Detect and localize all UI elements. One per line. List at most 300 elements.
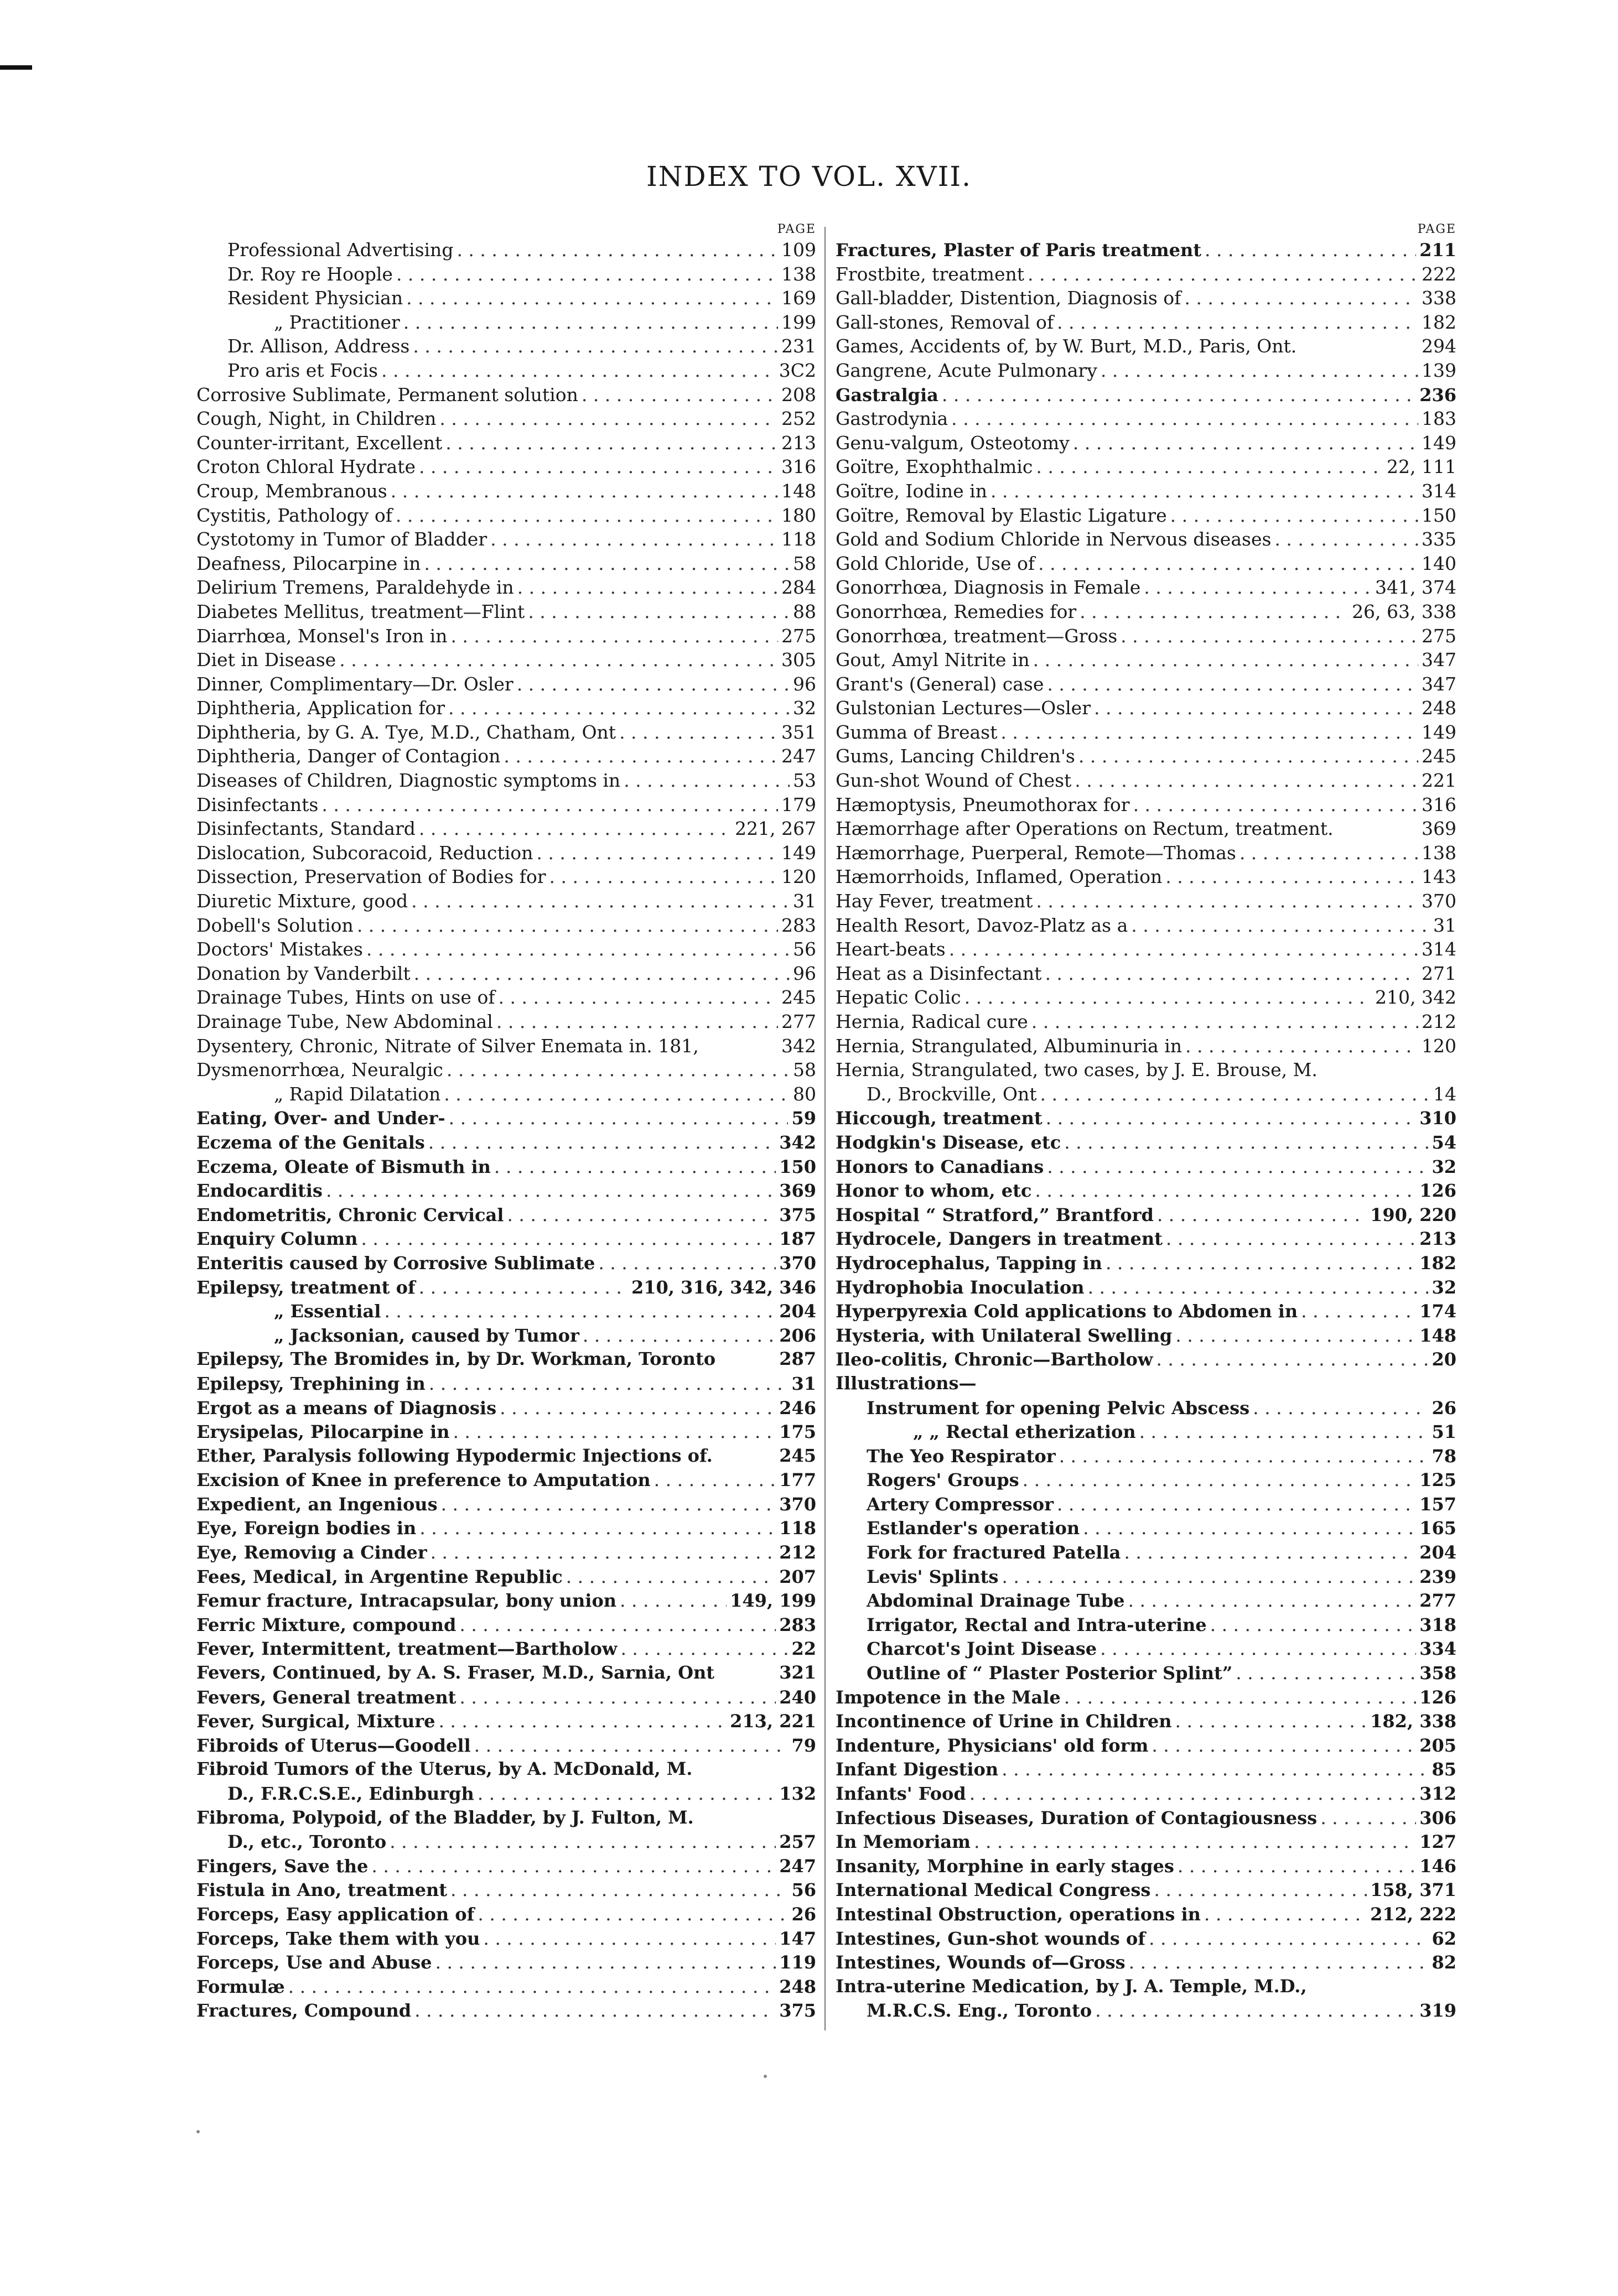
index-entry-page: 165 (1419, 1518, 1456, 1539)
index-entry-page: 275 (781, 625, 816, 647)
index-entry-title: Fever, Surgical, Mixture (196, 1711, 435, 1732)
index-entry (196, 431, 816, 455)
index-entry-page: 174 (1419, 1301, 1456, 1322)
index-entry-page: 316 (781, 456, 816, 478)
index-entry (196, 937, 816, 962)
index-entry-title: Fractures, Plaster of Paris treatment (836, 240, 1202, 261)
index-entry (196, 552, 816, 576)
index-entry (836, 1010, 1456, 1034)
index-entry-page: 150 (1422, 504, 1456, 526)
index-entry-title: Drainage Tube, New Abdominal (196, 1011, 493, 1032)
index-entry-page: 222 (1422, 263, 1456, 285)
index-entry-title: „ Rapid Dilatation (274, 1083, 441, 1105)
dot-leader (1000, 720, 1418, 745)
index-entry-title: Pro aris et Focis (227, 359, 378, 381)
dot-leader (598, 1251, 776, 1275)
index-entry (836, 1998, 1456, 2023)
index-entry-page: 210, 342 (1375, 986, 1456, 1009)
dot-leader (1088, 1275, 1429, 1300)
dot-leader (1204, 1902, 1367, 1926)
dot-leader (361, 1227, 776, 1251)
index-entry-title: Gulstonian Lectures—Osler (836, 697, 1091, 719)
index-entry-page: 231 (781, 335, 816, 357)
index-entry (836, 1178, 1456, 1203)
dot-leader (496, 1010, 778, 1034)
index-entry (196, 1516, 816, 1540)
dot-leader (1083, 1516, 1416, 1540)
index-entry-title: Health Resort, Davoz-Platz as a (836, 914, 1128, 936)
index-entry-page: 221 (1422, 770, 1456, 792)
dot-leader (1320, 1806, 1416, 1830)
index-entry-page: 248 (1422, 697, 1456, 719)
index-entry-page: 177 (779, 1469, 816, 1491)
index-entry (836, 600, 1456, 624)
index-entry (836, 962, 1456, 986)
dot-leader (483, 1926, 776, 1951)
dot-leader (964, 985, 1372, 1010)
index-entry-page: 56 (793, 938, 816, 960)
index-entry-title: D., etc., Toronto (227, 1831, 387, 1853)
dot-leader (288, 1975, 776, 1999)
index-entry-title: Fingers, Save the (196, 1855, 369, 1877)
index-entry-title: Diarrhœa, Monsel's Iron in (196, 625, 448, 647)
dot-leader (366, 937, 790, 962)
index-entry (836, 1323, 1456, 1348)
index-entry-title: Endometritis, Chronic Cervical (196, 1204, 504, 1225)
index-entry (836, 744, 1456, 768)
dot-leader (1210, 1613, 1417, 1637)
index-entry-title: Disinfectants, Standard (196, 818, 416, 840)
dot-leader (951, 407, 1418, 431)
index-entry-page: 369 (779, 1180, 816, 1202)
dot-leader (414, 962, 790, 986)
index-entry (196, 1058, 816, 1082)
index-entry-title: Insanity, Morphine in early stages (836, 1855, 1174, 1877)
dot-leader (444, 1082, 790, 1107)
index-entry-page: 212 (1422, 1011, 1456, 1032)
index-entry-page: 213, 221 (730, 1711, 816, 1732)
index-entry-page: 126 (1419, 1180, 1456, 1202)
index-entry-page: 212 (779, 1542, 816, 1563)
index-entry-title: Eye, Removiıg a Cinder (196, 1542, 427, 1563)
index-entry-page: 179 (781, 793, 816, 815)
index-entry (836, 1275, 1456, 1300)
index-entry-title: Dinner, Complimentary—Dr. Osler (196, 673, 514, 695)
dot-leader (1078, 744, 1418, 768)
index-entry (196, 1468, 816, 1492)
dot-leader (1131, 913, 1430, 938)
dot-leader (457, 238, 778, 262)
index-entry-title: Frostbite, treatment (836, 263, 1025, 285)
index-entry-page: 22, 111 (1387, 456, 1456, 478)
dot-leader (566, 1565, 776, 1589)
dot-leader (435, 1950, 776, 1975)
index-entry (196, 1444, 816, 1468)
index-entry (196, 841, 816, 865)
index-entry-title: Outline of “ Plaster Posterior Splint” (867, 1663, 1233, 1684)
index-entry-page: 247 (781, 745, 816, 767)
dot-leader (1301, 1299, 1416, 1323)
index-entry (836, 1637, 1456, 1661)
dot-leader (428, 1130, 776, 1155)
index-entry (196, 575, 816, 600)
index-entry-title: Intestines, Wounds of—Gross (836, 1952, 1126, 1973)
index-entry-page: 125 (1419, 1469, 1456, 1491)
index-entry (196, 1010, 816, 1034)
dot-leader (1036, 889, 1418, 913)
dot-leader (431, 1540, 776, 1565)
dot-leader (1047, 1155, 1428, 1179)
index-entry-page: 294 (1422, 335, 1456, 357)
index-entry-title: Fibroids of Uterus—Goodell (196, 1734, 471, 1756)
dot-leader (1100, 1637, 1416, 1661)
dot-leader (447, 1058, 790, 1082)
index-entry-page: 212, 222 (1370, 1903, 1456, 1925)
dot-leader (1157, 1203, 1367, 1227)
index-entry-page: 341, 374 (1375, 576, 1456, 599)
index-entry (836, 768, 1456, 793)
index-entry (196, 1757, 816, 1781)
index-entry-page: 245 (781, 986, 816, 1009)
index-entry-title: Gumma of Breast (836, 721, 998, 743)
index-entry (196, 624, 816, 648)
index-entry-title: Erysipelas, Pilocarpine in (196, 1421, 450, 1443)
index-entry-page: 312 (1419, 1783, 1456, 1804)
column-divider (824, 227, 826, 2030)
dot-leader (450, 1878, 788, 1902)
index-entry-page: 109 (781, 239, 816, 261)
index-entry-title: Dr. Roy re Hoople (227, 263, 393, 285)
index-entry-title: Forceps, Take them with you (196, 1928, 480, 1949)
index-entry (836, 1661, 1456, 1685)
index-entry-page: 252 (781, 408, 816, 430)
index-entry-title: Ergot as a means of Diagnosis (196, 1397, 497, 1419)
index-entry (196, 600, 816, 624)
index-entry-title: Hæmorrhage after Operations on Rectum, treatment. (836, 818, 1334, 840)
paper-speck (764, 2075, 767, 2078)
index-entry-title: Intestines, Gun-shot wounds of (836, 1928, 1145, 1949)
dot-leader (474, 1733, 789, 1758)
index-entry-title: International Medical Congress (836, 1879, 1151, 1901)
index-entry (196, 359, 816, 383)
index-entry-title: Eczema, Oleate of Bismuth in (196, 1156, 491, 1177)
index-entry (196, 1372, 816, 1396)
dot-leader (1184, 286, 1418, 310)
index-entry-page: 370 (779, 1252, 816, 1274)
index-entry-title: Eczema of the Genitals (196, 1131, 425, 1153)
dot-leader (1253, 1396, 1428, 1420)
index-entry-title: Enquiry Column (196, 1228, 358, 1250)
index-entry (196, 1275, 816, 1300)
index-entry-title: Goïtre, Removal by Elastic Ligature (836, 504, 1167, 526)
index-entry-page: 22 (791, 1638, 816, 1660)
dot-leader (1129, 1950, 1429, 1975)
index-entry (196, 793, 816, 817)
index-entry-page: 245 (779, 1445, 816, 1466)
index-entry (196, 1251, 816, 1275)
dot-leader (1149, 1926, 1428, 1951)
dot-leader (494, 1155, 776, 1179)
index-entry-page: 358 (1419, 1663, 1456, 1684)
index-entry-page: 283 (779, 1614, 816, 1635)
index-entry-title: Dysentery, Chronic, Nitrate of Silver Enemata in. 181, (196, 1035, 699, 1057)
index-entry-page: 213 (781, 432, 816, 454)
index-entry-page: 54 (1432, 1131, 1456, 1153)
index-entry-page: 56 (791, 1879, 816, 1901)
index-entry-title: Cough, Night, in Children (196, 408, 437, 430)
index-entry (836, 1058, 1456, 1082)
index-entry-title: Hæmorrhage, Puerperal, Remote—Thomas (836, 841, 1236, 864)
index-entry-page: 208 (781, 383, 816, 406)
dot-leader (504, 744, 778, 768)
index-entry-title: Hospital “ Stratford,” Brantford (836, 1204, 1154, 1225)
index-entry-title: Hernia, Radical cure (836, 1011, 1028, 1032)
index-entry-title: Croup, Membranous (196, 480, 387, 502)
index-entry (836, 383, 1456, 407)
dot-leader (1205, 238, 1416, 262)
index-entry-title: Gangrene, Acute Pulmonary (836, 359, 1097, 381)
dot-leader (445, 431, 778, 455)
index-entry-title: Gout, Amyl Nitrite in (836, 649, 1030, 671)
index-entry (836, 624, 1456, 648)
index-entry-title: „ „ Rectal etherization (913, 1421, 1136, 1443)
index-entry (196, 1299, 816, 1323)
index-entry-page: 180 (781, 504, 816, 526)
index-entry-page: 31 (791, 1373, 816, 1394)
index-entry-page: 26 (1432, 1397, 1456, 1419)
dot-leader (1045, 962, 1418, 986)
index-entry (836, 238, 1456, 262)
index-entry-title: Grant's (General) case (836, 673, 1044, 695)
index-entry (196, 672, 816, 697)
page-title: INDEX TO VOL. XVII. (646, 160, 972, 193)
index-entry-page: 78 (1432, 1445, 1456, 1467)
index-entry (196, 889, 816, 913)
index-entry (196, 1106, 816, 1130)
dot-leader (1128, 1588, 1416, 1613)
index-entry (196, 648, 816, 672)
index-entry-page: 236 (1419, 384, 1456, 406)
index-entry-page: 88 (793, 600, 816, 622)
dot-leader (624, 768, 790, 793)
index-entry-page: 80 (793, 1083, 816, 1105)
index-entry-page: 190, 220 (1370, 1204, 1456, 1225)
index-entry-title: Incontinence of Urine in Children (836, 1711, 1172, 1732)
index-entry-page: 138 (781, 263, 816, 285)
index-entry (196, 696, 816, 720)
index-entry-page: 310 (1419, 1108, 1456, 1129)
dot-leader (1121, 624, 1418, 648)
index-entry-title: Drainage Tubes, Hints on use of (196, 986, 495, 1009)
index-entry-page: 118 (781, 528, 816, 550)
dot-leader (1156, 1347, 1428, 1372)
index-column-left (196, 221, 816, 2023)
index-entry-title: Epilepsy, The Bromides in, by Dr. Workman, Toronto (196, 1348, 716, 1370)
index-entry-page: 335 (1422, 528, 1456, 550)
index-entry-title: Infant Digestion (836, 1759, 999, 1780)
index-entry-page: 199 (781, 311, 816, 333)
index-entry (196, 1950, 816, 1975)
index-entry (836, 1781, 1456, 1806)
index-entry-title: Eye, Foreign bodies in (196, 1518, 417, 1539)
dot-leader (974, 1830, 1416, 1854)
index-entry (196, 768, 816, 793)
dot-leader (1178, 1854, 1416, 1878)
index-entry-page: 32 (1432, 1276, 1456, 1298)
index-entry-page: 275 (1422, 625, 1456, 647)
index-entry-page: 149 (781, 841, 816, 864)
index-entry-page: 182 (1419, 1252, 1456, 1274)
index-entry (196, 407, 816, 431)
index-entry (196, 817, 816, 841)
index-entry-title: Fork for fractured Patella (867, 1542, 1121, 1563)
index-entry-title: Infectious Diseases, Duration of Contagiousness (836, 1807, 1318, 1829)
index-entry-title: Hydrocele, Dangers in treatment (836, 1228, 1163, 1250)
index-entry-title: Gold Chloride, Use of (836, 552, 1035, 574)
dot-leader (339, 648, 778, 672)
index-entry-title: Honors to Canadians (836, 1156, 1044, 1177)
index-entry (196, 383, 816, 407)
index-entries-right (836, 238, 1456, 2023)
dot-leader (419, 817, 732, 841)
dot-leader (654, 1468, 776, 1492)
dot-leader (620, 1588, 727, 1613)
index-entry-title: Hepatic Colic (836, 986, 961, 1009)
index-entry-page: 319 (1419, 2000, 1456, 2022)
dot-leader (381, 359, 776, 383)
index-entry-page: 82 (1432, 1952, 1456, 1973)
index-entry-title: Gonorrhœa, Remedies for (836, 600, 1077, 622)
index-entry (196, 1830, 816, 1854)
dot-leader (1064, 1685, 1416, 1710)
index-entry-title: Dissection, Preservation of Bodies for (196, 866, 546, 888)
dot-leader (396, 503, 778, 528)
index-entry-title: Gastralgia (836, 384, 938, 406)
dot-leader (1057, 1492, 1416, 1516)
index-entry-page: 316 (1422, 793, 1456, 815)
index-entry-page: 149 (1422, 432, 1456, 454)
index-entry-page: 213 (1419, 1228, 1456, 1250)
index-entry (196, 1998, 816, 2023)
index-entry (196, 455, 816, 479)
index-entry-page: 14 (1433, 1083, 1456, 1105)
index-entry (836, 1251, 1456, 1275)
index-entry (836, 1685, 1456, 1710)
index-entry (836, 527, 1456, 552)
index-entry-page: 205 (1419, 1734, 1456, 1756)
index-entry (196, 744, 816, 768)
index-entry (196, 1854, 816, 1878)
index-entry (836, 1420, 1456, 1444)
index-entry-page: 283 (781, 914, 816, 936)
index-entry-page: 148 (781, 480, 816, 502)
index-entry (836, 286, 1456, 310)
index-entry (196, 1130, 816, 1155)
index-entry-title: Donation by Vanderbilt (196, 962, 411, 984)
dot-leader (1046, 1106, 1417, 1130)
index-entry-page: 119 (779, 1952, 816, 1973)
index-entry (836, 1396, 1456, 1420)
dot-leader (321, 793, 778, 817)
index-entry-title: Honor to whom, etc (836, 1180, 1032, 1202)
index-entry (836, 1299, 1456, 1323)
index-entry-page: 204 (1419, 1542, 1456, 1563)
dot-leader (1166, 1227, 1416, 1251)
dot-leader (1059, 1444, 1429, 1468)
index-entry-title: Heat as a Disinfectant (836, 962, 1042, 984)
index-entry (196, 1492, 816, 1516)
index-entry-title: Cystitis, Pathology of (196, 504, 392, 526)
dot-leader (371, 1854, 776, 1878)
index-entry (836, 431, 1456, 455)
index-entry-title: Enteritis caused by Corrosive Sublimate (196, 1252, 595, 1274)
index-entry (196, 1396, 816, 1420)
dot-leader (390, 1830, 776, 1854)
index-entry (836, 1878, 1456, 1902)
dot-leader (1165, 865, 1418, 889)
index-entry (196, 1034, 816, 1058)
index-entry (836, 310, 1456, 335)
index-entry-title: Gun-shot Wound of Chest (836, 770, 1072, 792)
index-entry-page: 120 (781, 866, 816, 888)
dot-leader (1185, 1034, 1418, 1058)
index-entry (836, 1588, 1456, 1613)
index-entry (836, 1155, 1456, 1179)
index-entry-title: Hernia, Strangulated, two cases, by J. E. Brouse, M. (836, 1059, 1318, 1081)
index-entry-title: Diphtheria, by G. A. Tye, M.D., Chatham, Ont (196, 721, 616, 743)
index-entry (836, 985, 1456, 1010)
index-entry-title: Diphtheria, Application for (196, 697, 445, 719)
index-entry-title: „ Essential (274, 1301, 381, 1322)
dot-leader (419, 1516, 776, 1540)
index-entry (196, 1685, 816, 1710)
dot-leader (448, 696, 790, 720)
index-entry-page: 239 (1419, 1566, 1456, 1587)
index-entry-title: Dislocation, Subcoracoid, Reduction (196, 841, 533, 864)
index-entry-page: 187 (779, 1228, 816, 1250)
index-entry-title: Infants' Food (836, 1783, 966, 1804)
index-entry-page: 305 (781, 649, 816, 671)
index-entry-title: Epilepsy, treatment of (196, 1276, 416, 1298)
index-entry-page: 143 (1422, 866, 1456, 888)
index-entry-page: 182, 338 (1370, 1711, 1456, 1732)
index-entry (196, 1613, 816, 1637)
dot-leader (450, 624, 778, 648)
index-entry (196, 334, 816, 359)
index-entry-page: 32 (1432, 1156, 1456, 1177)
index-entry-title: Abdominal Drainage Tube (867, 1590, 1125, 1612)
index-entry-page: 257 (779, 1831, 816, 1853)
index-entry-title: Fistula in Ano, treatment (196, 1879, 448, 1901)
index-entry-title: Artery Compressor (867, 1493, 1054, 1515)
dot-leader (583, 1323, 776, 1348)
index-entry-title: Gonorrhœa, treatment—Gross (836, 625, 1118, 647)
dot-leader (949, 937, 1418, 962)
index-entry-page: 248 (779, 1976, 816, 1997)
dot-leader (1175, 1323, 1416, 1348)
index-entry (836, 407, 1456, 431)
index-entry-title: Irrigator, Rectal and Intra-uterine (867, 1614, 1207, 1635)
dot-leader (439, 407, 778, 431)
index-entry-title: Delirium Tremens, Paraldehyde in (196, 576, 514, 599)
index-entry (836, 1757, 1456, 1781)
dot-leader (1028, 262, 1418, 287)
dot-leader (326, 1178, 776, 1203)
index-entry (836, 552, 1456, 576)
index-entry-page: 149, 199 (730, 1590, 816, 1612)
index-entry-title: Diuretic Mixture, good (196, 890, 408, 912)
index-entry (196, 527, 816, 552)
